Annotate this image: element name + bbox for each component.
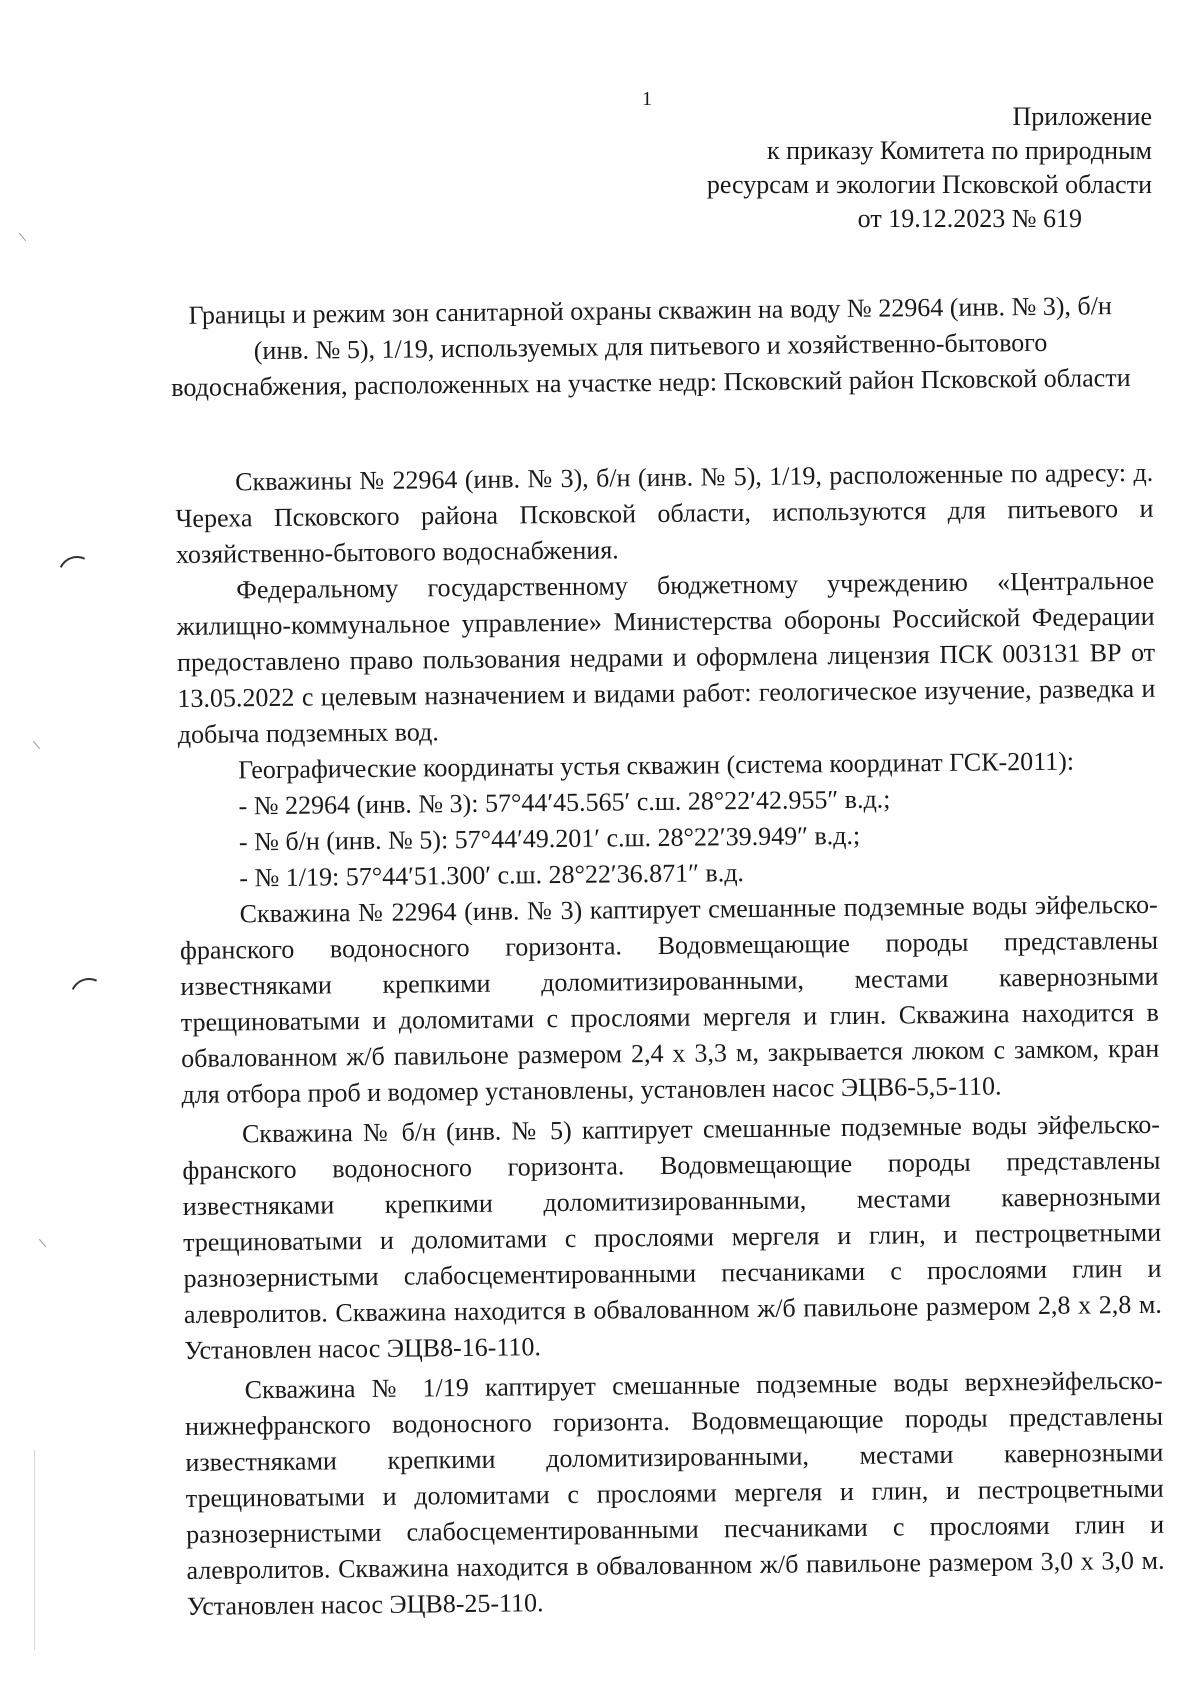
paragraph-coordinates-intro: Географические координаты устья скважин (система координат ГСК-2011):	[238, 746, 1075, 785]
scan-tick-icon	[19, 233, 26, 241]
paragraph-well-22964: Скважина № 22964 (инв. № 3) каптирует смешанные подземные воды эйфельско-франского водоносного горизонта. Водовмещающие породы представлены известняками крепкими доломитизированными, местами кавернозными трещиноватыми и доломитами с прослоями мергеля и глин. Скважина находится в обвалованном ж/б павильоне размером 2,4 х 3,3 м, закрывается люком с замком, кран для отбора проб и водомер установлены, установлен насос ЭЦВ6-5,5-110.	[179, 889, 1160, 1109]
punch-hole-mark-icon	[53, 551, 102, 600]
page-number: 1	[642, 88, 652, 110]
scan-edge-line	[34, 1450, 35, 1650]
paragraph-well-1-19: Скважина № 1/19 каптирует смешанные подземные воды верхнеэйфельско-нижнефранского водоносного горизонта. Водовмещающие породы представлены известняками крепкими доломитизированными, местами кавернозными трещиноватыми и доломитами с прослоями мергеля и глин, и пестроцветными разнозернистыми слабосцементированными песчаниками с прослоями глин и алевролитов. Скважина находится в обвалованном ж/б павильоне размером 3,0 х 3,0 м. Установлен насос ЭЦВ8-25-110.	[184, 1365, 1165, 1621]
punch-hole-mark-icon	[65, 973, 114, 1022]
appendix-line: Приложение	[1012, 102, 1152, 131]
paragraph-wells-location: Скважины № 22964 (инв. № 3), б/н (инв. № 5), 1/19, расположенные по адресу: д. Череха Псковского района Псковской области, используются для питьевого и хозяйственно-бытового водоснабжения.	[175, 457, 1154, 569]
scan-tick-icon	[33, 741, 40, 749]
coordinate-item: - № б/н (инв. № 5): 57°44′49.201′ с.ш. 28°22′39.949″ в.д.;	[238, 820, 861, 857]
coordinate-item: - № 22964 (инв. № 3): 57°44′45.565′ с.ш. 28°22′42.955″ в.д.;	[238, 784, 891, 821]
document-title: Границы и режим зон санитарной охраны скважин на воду № 22964 (инв. № 3), б/н (инв. № 5), 1/19, используемых для питьевого и хозяйственно-бытового водоснабжения, расположенных на участке недр: Псковский район Псковской области	[171, 291, 1131, 402]
appendix-header	[592, 100, 1152, 236]
paragraph-well-bn: Скважина № б/н (инв. № 5) каптирует смешанные подземные воды эйфельско-франского водоносного горизонта. Водовмещающие породы представлены известняками крепкими доломитизированными, местами кавернозными трещиноватыми и доломитами с прослоями мергеля и глин, и пестроцветными разнозернистыми слабосцементированными песчаниками с прослоями глин и алевролитов. Скважина находится в обвалованном ж/б павильоне размером 2,8 х 2,8 м. Установлен насос ЭЦВ8-16-110.	[182, 1109, 1162, 1365]
scan-tick-icon	[39, 1239, 46, 1247]
coordinate-item: - № 1/19: 57°44′51.300′ с.ш. 28°22′36.871″ в.д.	[239, 858, 745, 893]
appendix-line: к приказу Комитета по природным	[766, 136, 1152, 165]
paragraph-license: Федеральному государственному бюджетному учреждению «Центральное жилищно-коммунальное управление» Министерства обороны Российской Федерации предоставлено право пользования недрами и оформлена лицензия ПСК 003131 ВР от 13.05.2022 с целевым назначением и видами работ: геологическое изучение, разведка и добыча подземных вод.	[176, 565, 1156, 749]
document-body	[175, 455, 1165, 1625]
appendix-line: ресурсам и экологии Псковской области	[706, 170, 1152, 199]
appendix-order-date: от 19.12.2023 № 619	[857, 204, 1082, 233]
coordinates-list	[178, 779, 1157, 897]
